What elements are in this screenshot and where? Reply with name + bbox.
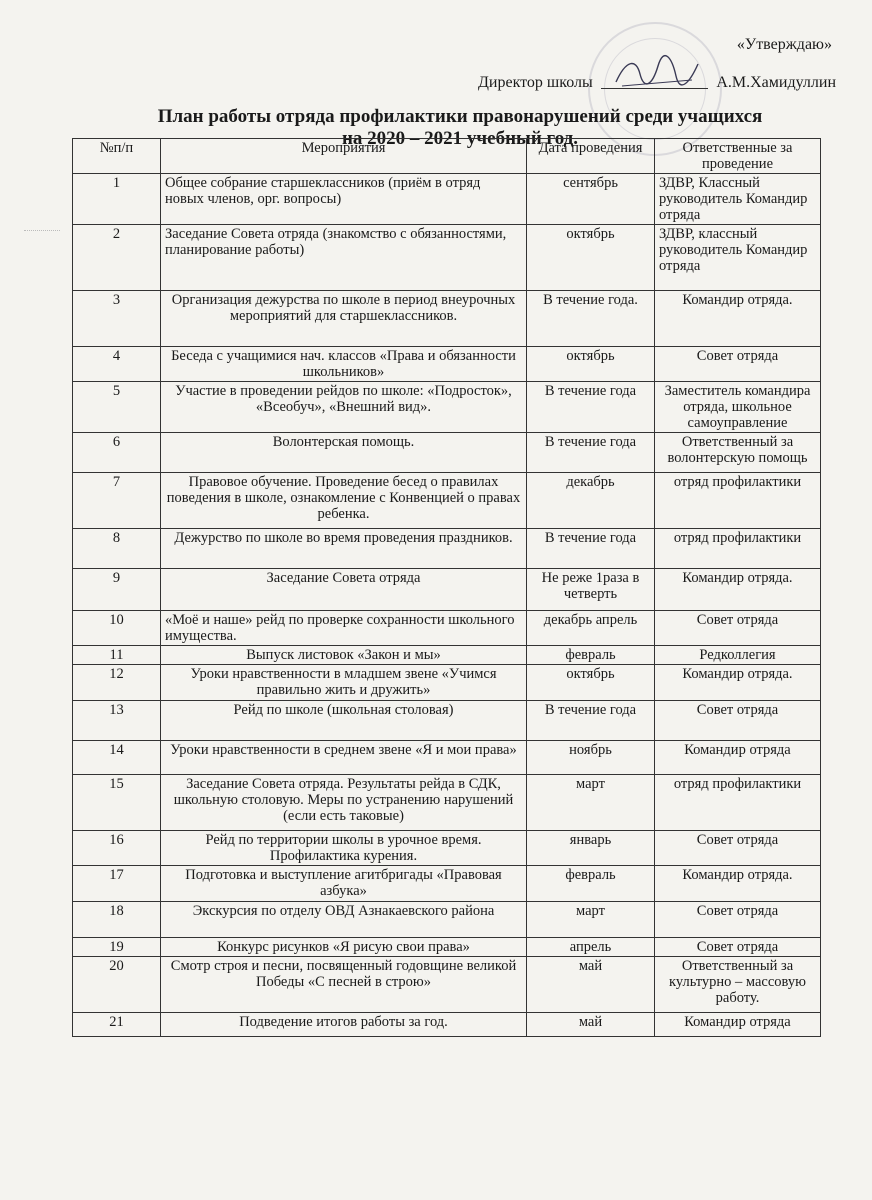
row-number: 7 [73, 473, 161, 529]
row-number: 17 [73, 866, 161, 902]
row-date: В течение года. [527, 291, 655, 347]
row-date: март [527, 775, 655, 831]
row-responsible: Командир отряда. [655, 866, 821, 902]
margin-marks [24, 230, 60, 271]
row-date: В течение года [527, 701, 655, 741]
row-date: В течение года [527, 382, 655, 433]
header-responsible: Ответственные за проведение [655, 139, 821, 174]
row-date: февраль [527, 866, 655, 902]
plan-table [72, 138, 821, 1037]
row-responsible: ЗДВР, классный руководитель Командир отряда [655, 225, 821, 291]
table-row [73, 225, 821, 291]
row-responsible: Совет отряда [655, 347, 821, 382]
table-row [73, 529, 821, 569]
table-row [73, 611, 821, 646]
row-date: апрель [527, 938, 655, 957]
row-number: 14 [73, 741, 161, 775]
row-number: 20 [73, 957, 161, 1013]
row-responsible: Совет отряда [655, 831, 821, 866]
row-number: 11 [73, 646, 161, 665]
row-number: 12 [73, 665, 161, 701]
director-label: Директор школы [478, 74, 593, 91]
row-date: май [527, 957, 655, 1013]
row-responsible: Командир отряда. [655, 665, 821, 701]
header-number: №п/п [73, 139, 161, 174]
row-date: октябрь [527, 347, 655, 382]
row-date: В течение года [527, 433, 655, 473]
row-number: 19 [73, 938, 161, 957]
row-number: 4 [73, 347, 161, 382]
row-date: май [527, 1013, 655, 1037]
row-event: Уроки нравственности в младшем звене «Учимся правильно жить и дружить» [161, 665, 527, 701]
table-row [73, 775, 821, 831]
table-row [73, 433, 821, 473]
row-number: 18 [73, 902, 161, 938]
row-date: сентябрь [527, 174, 655, 225]
row-responsible: Заместитель командира отряда, школьное самоуправление [655, 382, 821, 433]
row-responsible: Командир отряда. [655, 569, 821, 611]
row-responsible: Ответственный за волонтерскую помощь [655, 433, 821, 473]
row-responsible: Командир отряда [655, 741, 821, 775]
row-date: декабрь [527, 473, 655, 529]
table-row [73, 347, 821, 382]
row-date: март [527, 902, 655, 938]
row-number: 2 [73, 225, 161, 291]
row-number: 3 [73, 291, 161, 347]
row-event: Рейд по территории школы в урочное время. Профилактика курения. [161, 831, 527, 866]
row-number: 9 [73, 569, 161, 611]
row-responsible: Командир отряда [655, 1013, 821, 1037]
row-date: октябрь [527, 665, 655, 701]
row-event: Подготовка и выступление агитбригады «Правовая азбука» [161, 866, 527, 902]
row-responsible: Совет отряда [655, 938, 821, 957]
table-row [73, 866, 821, 902]
director-line [478, 74, 836, 92]
table-row [73, 665, 821, 701]
row-event: Смотр строя и песни, посвященный годовщине великой Победы «С песней в строю» [161, 957, 527, 1013]
row-event: Экскурсия по отделу ОВД Азнакаевского района [161, 902, 527, 938]
table-row [73, 957, 821, 1013]
row-responsible: отряд профилактики [655, 529, 821, 569]
row-number: 10 [73, 611, 161, 646]
row-number: 5 [73, 382, 161, 433]
signature-line [601, 74, 709, 89]
row-event: Волонтерская помощь. [161, 433, 527, 473]
row-responsible: Редколлегия [655, 646, 821, 665]
row-event: Участие в проведении рейдов по школе: «Подросток», «Всеобуч», «Внешний вид». [161, 382, 527, 433]
table-row [73, 174, 821, 225]
row-responsible: Командир отряда. [655, 291, 821, 347]
row-number: 15 [73, 775, 161, 831]
row-number: 1 [73, 174, 161, 225]
row-date: декабрь апрель [527, 611, 655, 646]
row-event: Конкурс рисунков «Я рисую свои права» [161, 938, 527, 957]
row-number: 16 [73, 831, 161, 866]
row-responsible: Ответственный за культурно – массовую работу. [655, 957, 821, 1013]
row-date: октябрь [527, 225, 655, 291]
row-number: 8 [73, 529, 161, 569]
approve-label: «Утверждаю» [736, 36, 832, 53]
director-name: А.М.Хамидуллин [716, 74, 836, 91]
row-event: Рейд по школе (школьная столовая) [161, 701, 527, 741]
table-row [73, 291, 821, 347]
row-event: Заседание Совета отряда. Результаты рейда в СДК, школьную столовую. Меры по устранению нарушений (если есть таковые) [161, 775, 527, 831]
table-row [73, 701, 821, 741]
row-responsible: Совет отряда [655, 611, 821, 646]
row-date: Не реже 1раза в четверть [527, 569, 655, 611]
row-responsible: ЗДВР, Классный руководитель Командир отряда [655, 174, 821, 225]
row-date: ноябрь [527, 741, 655, 775]
row-event: Уроки нравственности в среднем звене «Я и мои права» [161, 741, 527, 775]
row-responsible: Совет отряда [655, 902, 821, 938]
table-row [73, 473, 821, 529]
title-line-1: План работы отряда профилактики правонарушений среди учащихся [157, 106, 763, 127]
row-event: Заседание Совета отряда (знакомство с обязанностями, планирование работы) [161, 225, 527, 291]
row-event: Беседа с учащимися нач. классов «Права и обязанности школьников» [161, 347, 527, 382]
row-responsible: Совет отряда [655, 701, 821, 741]
row-event: Выпуск листовок «Закон и мы» [161, 646, 527, 665]
title-line-2: на 2020 – 2021 учебный год. [341, 128, 579, 149]
row-number: 13 [73, 701, 161, 741]
row-event: Организация дежурства по школе в период внеурочных мероприятий для старшеклассников. [161, 291, 527, 347]
row-number: 21 [73, 1013, 161, 1037]
table-row [73, 646, 821, 665]
row-responsible: отряд профилактики [655, 473, 821, 529]
header-event: Мероприятия [161, 139, 527, 174]
row-date: февраль [527, 646, 655, 665]
row-event: Заседание Совета отряда [161, 569, 527, 611]
table-row [73, 382, 821, 433]
row-event: Общее собрание старшеклассников (приём в отряд новых членов, орг. вопросы) [161, 174, 527, 225]
row-event: Дежурство по школе во время проведения праздников. [161, 529, 527, 569]
table-row [73, 569, 821, 611]
table-row [73, 902, 821, 938]
row-responsible: отряд профилактики [655, 775, 821, 831]
row-date: В течение года [527, 529, 655, 569]
row-number: 6 [73, 433, 161, 473]
row-event: Подведение итогов работы за год. [161, 1013, 527, 1037]
table-header-row [73, 139, 821, 174]
table-row [73, 938, 821, 957]
table-row [73, 741, 821, 775]
row-date: январь [527, 831, 655, 866]
row-event: «Моё и наше» рейд по проверке сохранности школьного имущества. [161, 611, 527, 646]
row-event: Правовое обучение. Проведение бесед о правилах поведения в школе, ознакомление с Конвенцией о правах ребенка. [161, 473, 527, 529]
table-row [73, 831, 821, 866]
header-date: Дата проведения [527, 139, 655, 174]
table-row [73, 1013, 821, 1037]
